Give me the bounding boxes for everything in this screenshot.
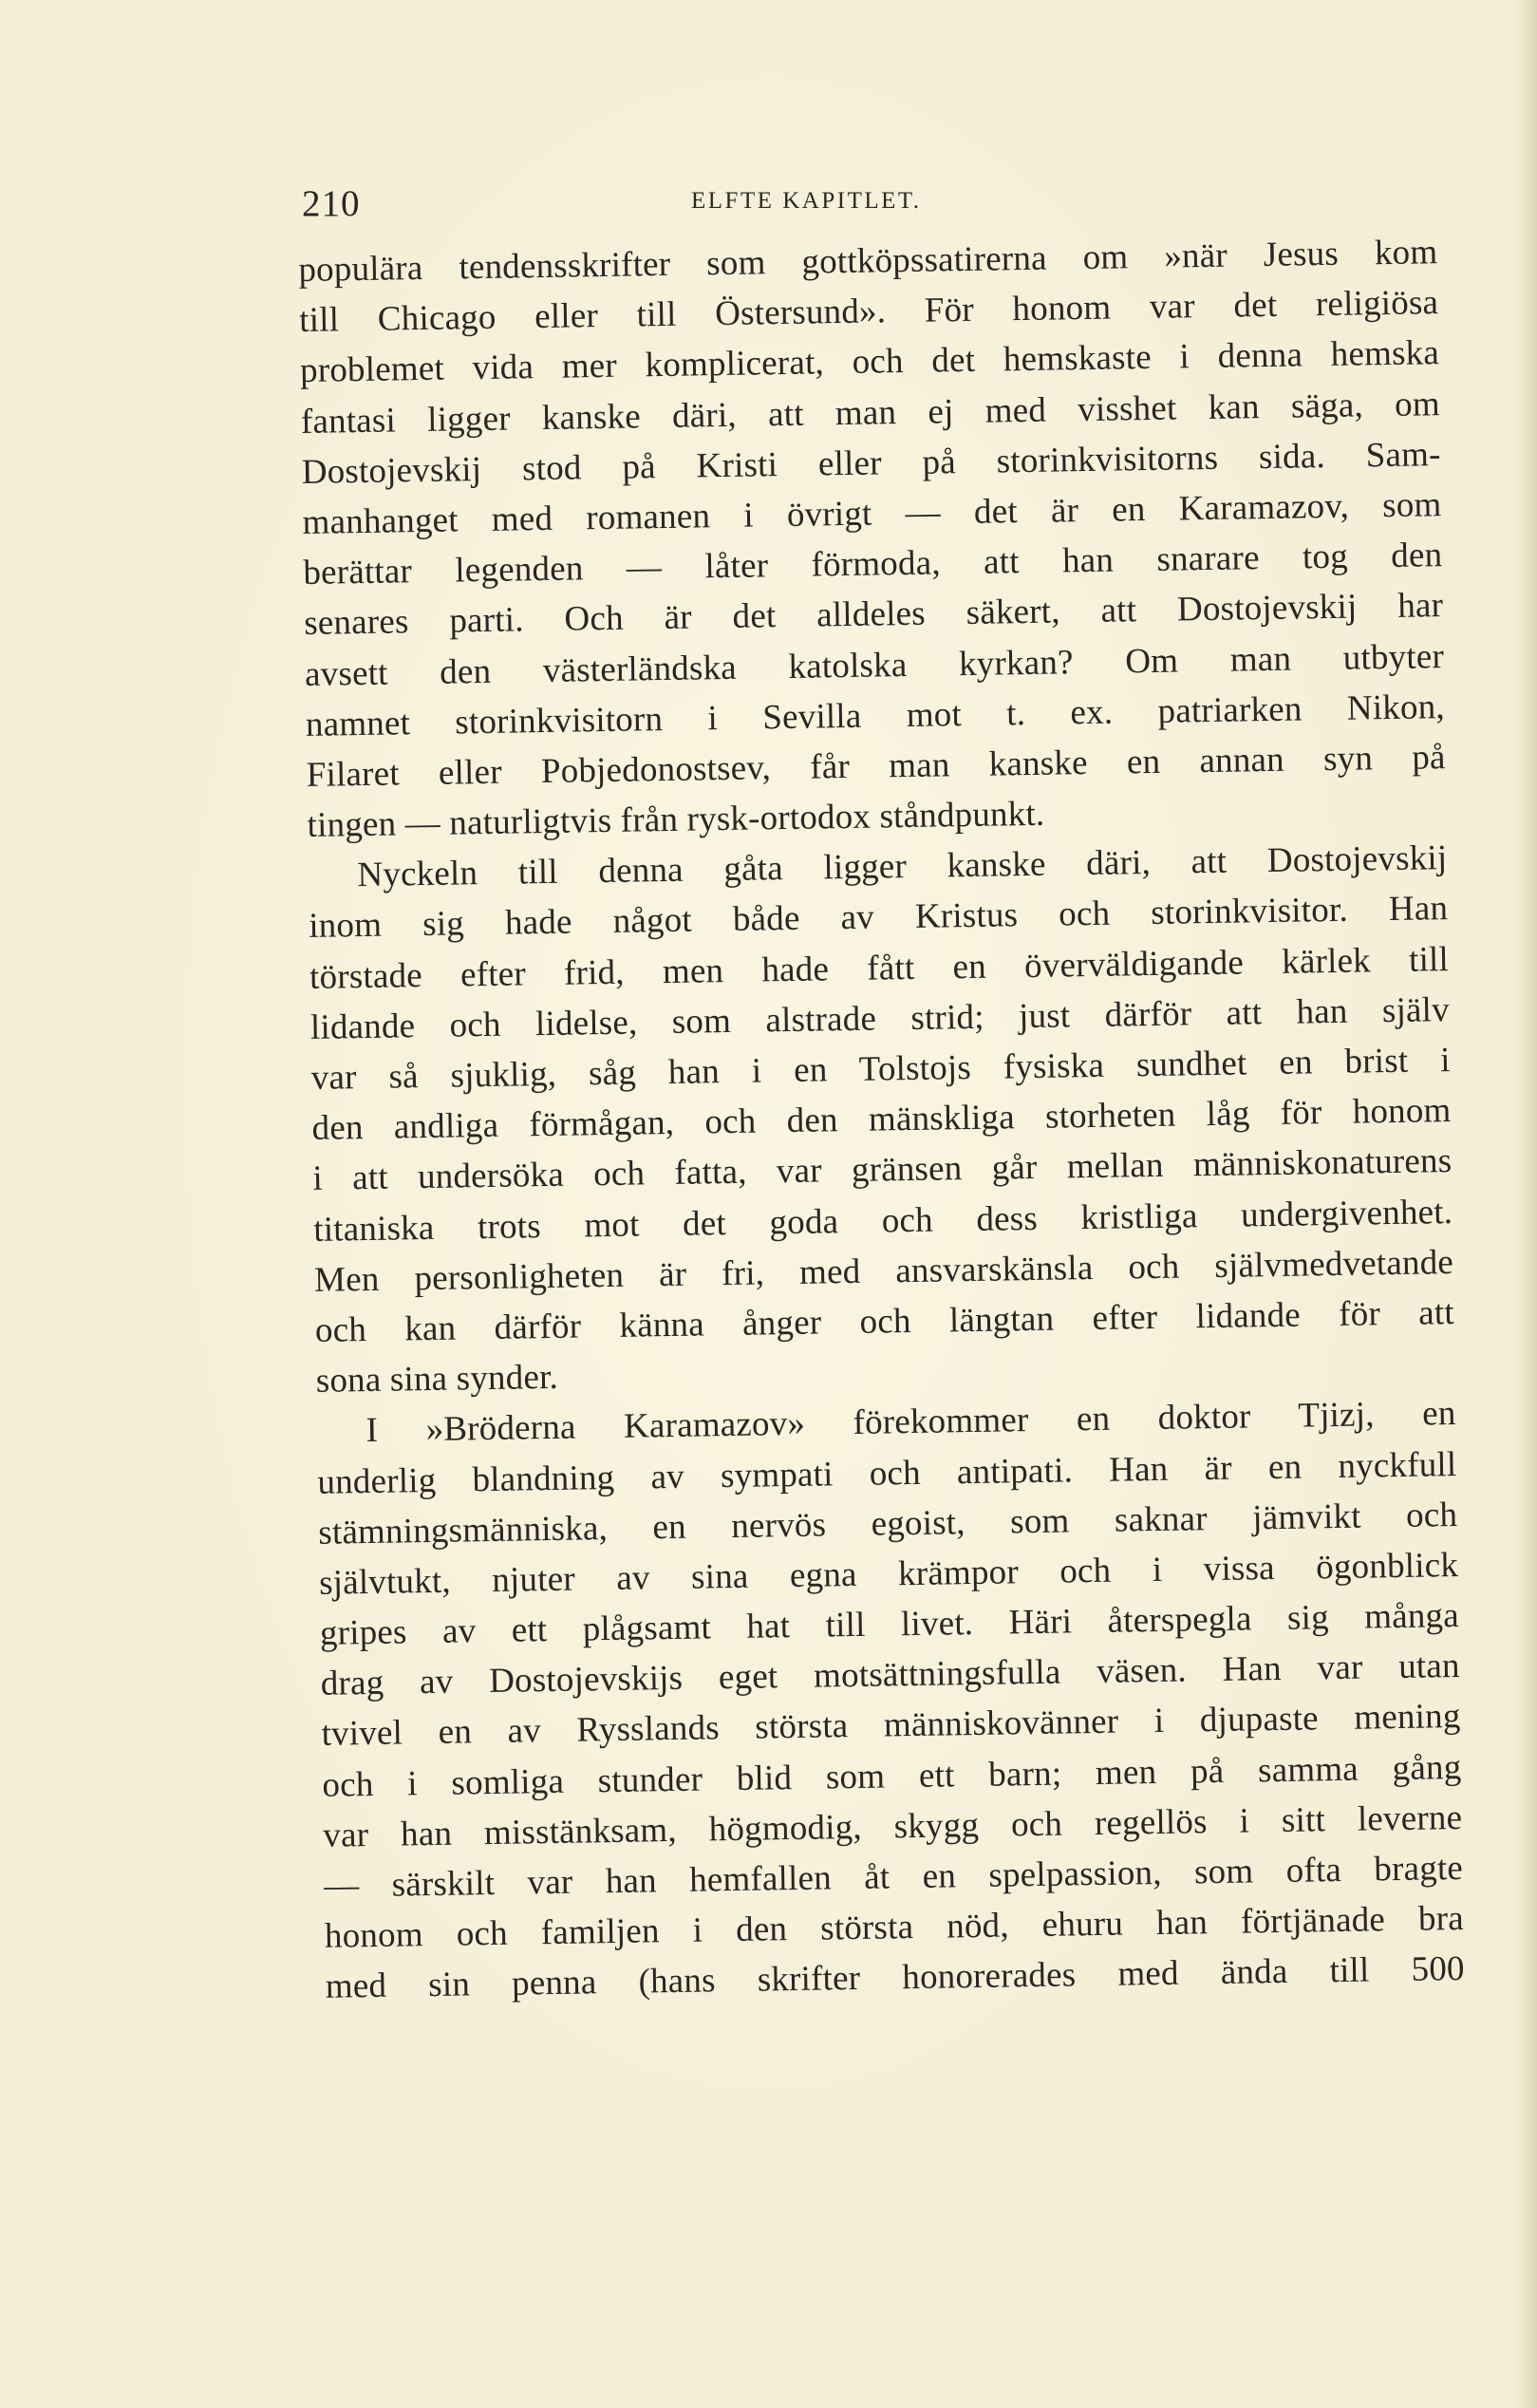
text-line: honom och familjen i den största nöd, ehuru han förtjänade bra <box>324 1899 1465 1956</box>
text-line: var så sjuklig, såg han i en Tolstojs fysiska sundhet en brist i <box>310 1041 1451 1098</box>
text-line: berättar legenden — låter förmoda, att han snarare tog den <box>303 536 1443 593</box>
text-line: inom sig hade något både av Kristus och storinkvisitor. Han <box>308 889 1449 947</box>
text-line: Nyckeln till denna gåta ligger kanske däri, att Dostojevskij <box>357 838 1448 895</box>
text-line: och i somliga stunder blid som ett barn; men på samma gång <box>322 1747 1462 1805</box>
text-line: och kan därför känna ånger och längtan efter lidande för att <box>314 1292 1455 1350</box>
text-line: drag av Dostojevskijs eget motsättningsfulla väsen. Han var utan <box>320 1646 1460 1704</box>
text-line: fantasi ligger kanske däri, att man ej med visshet kan säga, om <box>300 384 1441 442</box>
text-line: underlig blandning av sympati och antipati. Han är en nyckfull <box>317 1444 1457 1502</box>
page-edge-shadow <box>1516 0 1537 2408</box>
text-line: avsett den västerländska katolska kyrkan? Om man utbyter <box>304 636 1445 694</box>
text-line: manhanget med romanen i övrigt — det är en Karamazov, som <box>302 485 1442 542</box>
body-text <box>298 227 1465 2012</box>
text-line: med sin penna (hans skrifter honorerades med ända till 500 <box>325 1949 1465 2007</box>
text-line: törstade efter frid, men hade fått en överväldigande kärlek till <box>309 939 1450 997</box>
text-line: i att undersöka och fatta, var gränsen går mellan människonaturens <box>312 1141 1453 1199</box>
text-line: I »Bröderna Karamazov» förekommer en doktor Tjizj, en <box>366 1394 1456 1451</box>
text-line: — särskilt var han hemfallen åt en spelpassion, som ofta bragte <box>323 1848 1464 1906</box>
text-line: senares parti. Och är det alldeles säkert, att Dostojevskij har <box>303 586 1444 644</box>
text-line: tingen — naturligtvis från rysk-ortodox ståndpunkt. <box>307 794 1045 845</box>
text-line: populära tendensskrifter som gottköpssatirerna om »när Jesus kom <box>298 233 1438 290</box>
text-line: tvivel en av Rysslands största människovänner i djupaste mening <box>321 1697 1461 1755</box>
text-line: stämningsmänniska, en nervös egoist, som saknar jämvikt och <box>317 1495 1458 1552</box>
text-line: namnet storinkvisitorn i Sevilla mot t. ex. patriarken Nikon, <box>305 687 1446 744</box>
text-line: lidande och lidelse, som alstrade strid; just därför att han själv <box>309 989 1451 1047</box>
text-line: titaniska trots mot det goda och dess kristliga undergivenhet. <box>312 1192 1453 1250</box>
text-line: problemet vida mer komplicerat, och det hemskaste i denna hemska <box>299 333 1440 391</box>
text-line: gripes av ett plågsamt hat till livet. Häri återspegla sig många <box>319 1596 1460 1653</box>
text-line: Dostojevskij stod på Kristi eller på storinkvisitorns sida. Sam- <box>301 434 1441 492</box>
text-line: Filaret eller Pobjedonostsev, får man kanske en annan syn på <box>306 737 1446 795</box>
text-line: sona sina synder. <box>315 1357 559 1401</box>
text-line: till Chicago eller till Östersund». För honom var det religiösa <box>298 283 1439 341</box>
text-line: den andliga förmågan, och den mänskliga storheten låg för honom <box>311 1091 1452 1149</box>
running-head: ELFTE KAPITLET. <box>691 188 922 214</box>
text-line: självtukt, njuter av sina egna krämpor och i vissa ögonblick <box>318 1545 1459 1603</box>
page-number: 210 <box>302 183 361 224</box>
text-line: Men personligheten är fri, med ansvarskänsla och självmedvetande <box>313 1242 1454 1300</box>
text-line: var han misstänksam, högmodig, skygg och regellös i sitt leverne <box>322 1797 1463 1855</box>
